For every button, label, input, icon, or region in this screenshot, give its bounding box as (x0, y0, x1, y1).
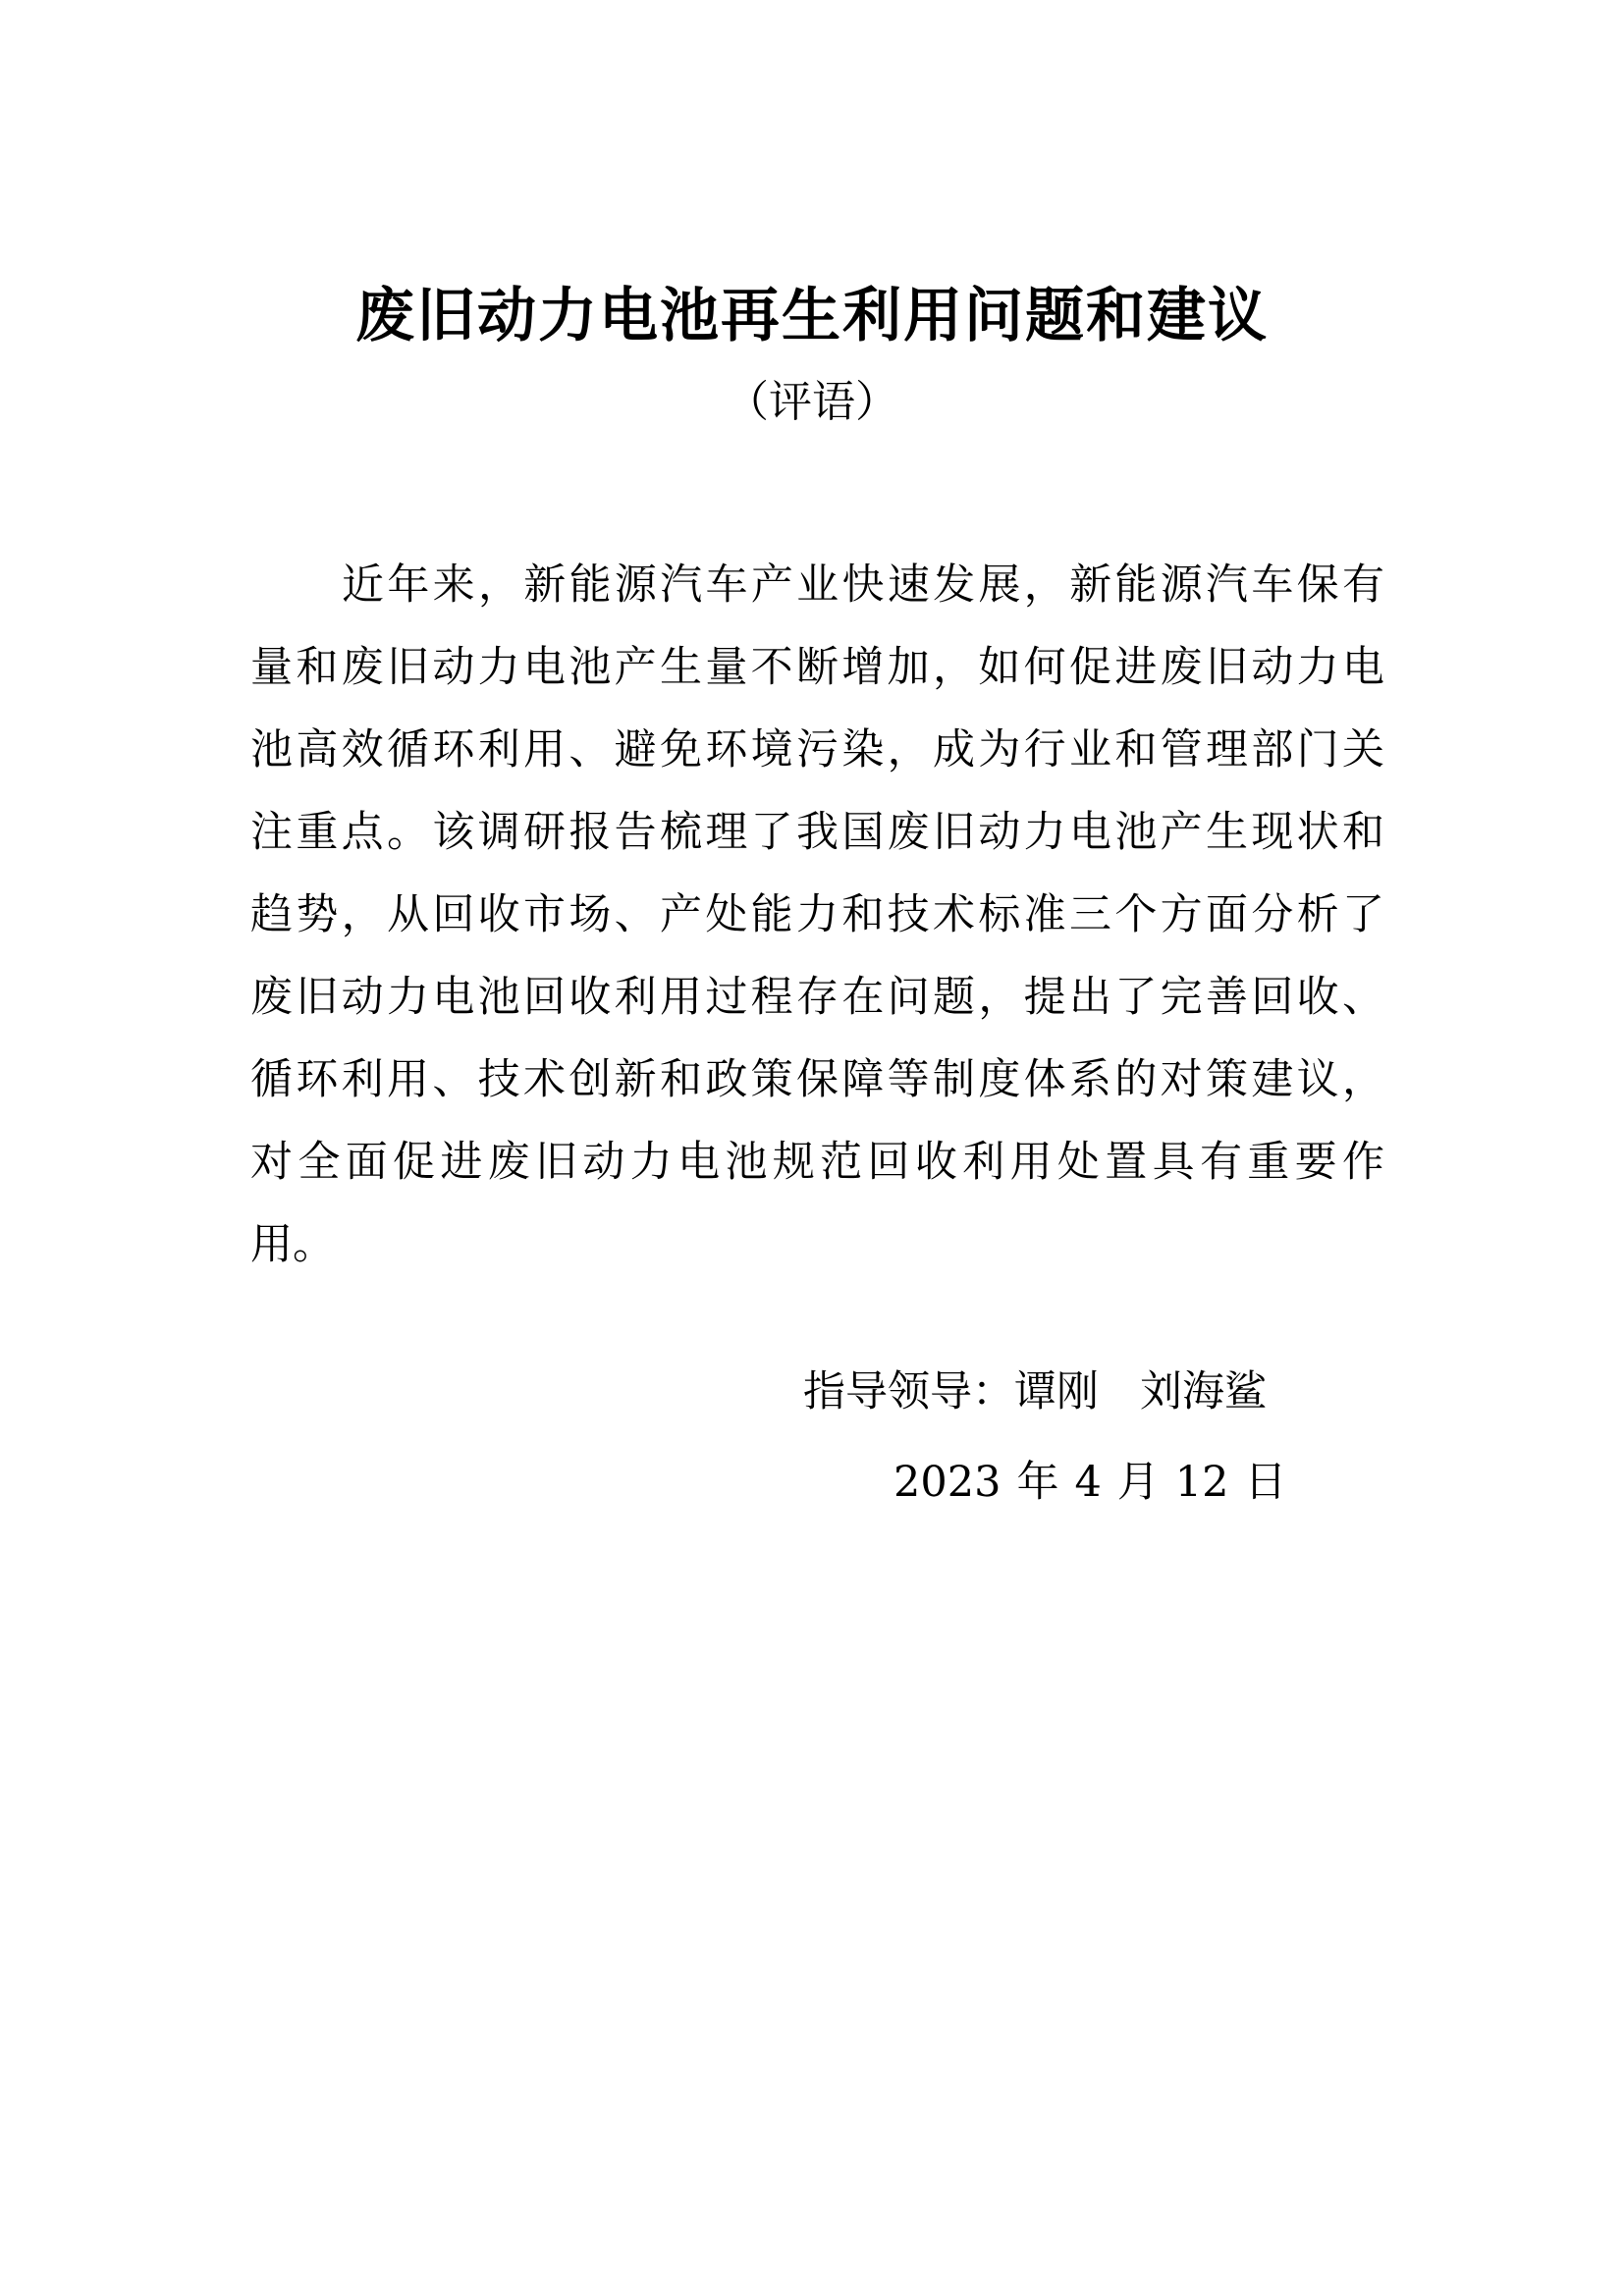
document-subtitle: （评语） (726, 377, 898, 427)
date-year: 2023 (893, 1458, 1001, 1507)
paragraph-line: 循环利用、技术创新和政策保障等制度体系的对策建议， (250, 1055, 1384, 1104)
paragraph-line: 趋势，从回收市场、产处能力和技术标准三个方面分析了 (250, 890, 1384, 939)
signature-label: 指导领导： (803, 1367, 1014, 1416)
date-day-unit: 日 (1244, 1458, 1287, 1507)
paragraph-line: 池高效循环利用、避免环境污染，成为行业和管理部门关 (250, 725, 1384, 774)
date-month: 4 (1074, 1458, 1102, 1507)
date-day: 12 (1174, 1458, 1229, 1507)
paragraph-line: 用。 (250, 1220, 335, 1269)
paragraph-line: 废旧动力电池回收利用过程存在问题，提出了完善回收、 (250, 973, 1384, 1022)
paragraph-line: 注重点。该调研报告梳理了我国废旧动力电池产生现状和 (250, 808, 1384, 857)
paragraph-line: 对全面促进废旧动力电池规范回收利用处置具有重要作 (250, 1138, 1384, 1187)
date-month-unit: 月 (1116, 1458, 1160, 1507)
document-date (893, 1453, 1287, 1512)
paragraph-line: 量和废旧动力电池产生量不断增加，如何促进废旧动力电 (250, 643, 1384, 692)
paragraph-line: 近年来，新能源汽车产业快速发展，新能源汽车保有 (342, 561, 1384, 610)
signature-line (803, 1362, 1267, 1421)
date-year-unit: 年 (1016, 1458, 1059, 1507)
signature-name: 刘海鲨 (1140, 1367, 1267, 1416)
signature-name: 谭刚 (1014, 1367, 1099, 1416)
document-title: 废旧动力电池再生利用问题和建议 (355, 282, 1269, 350)
